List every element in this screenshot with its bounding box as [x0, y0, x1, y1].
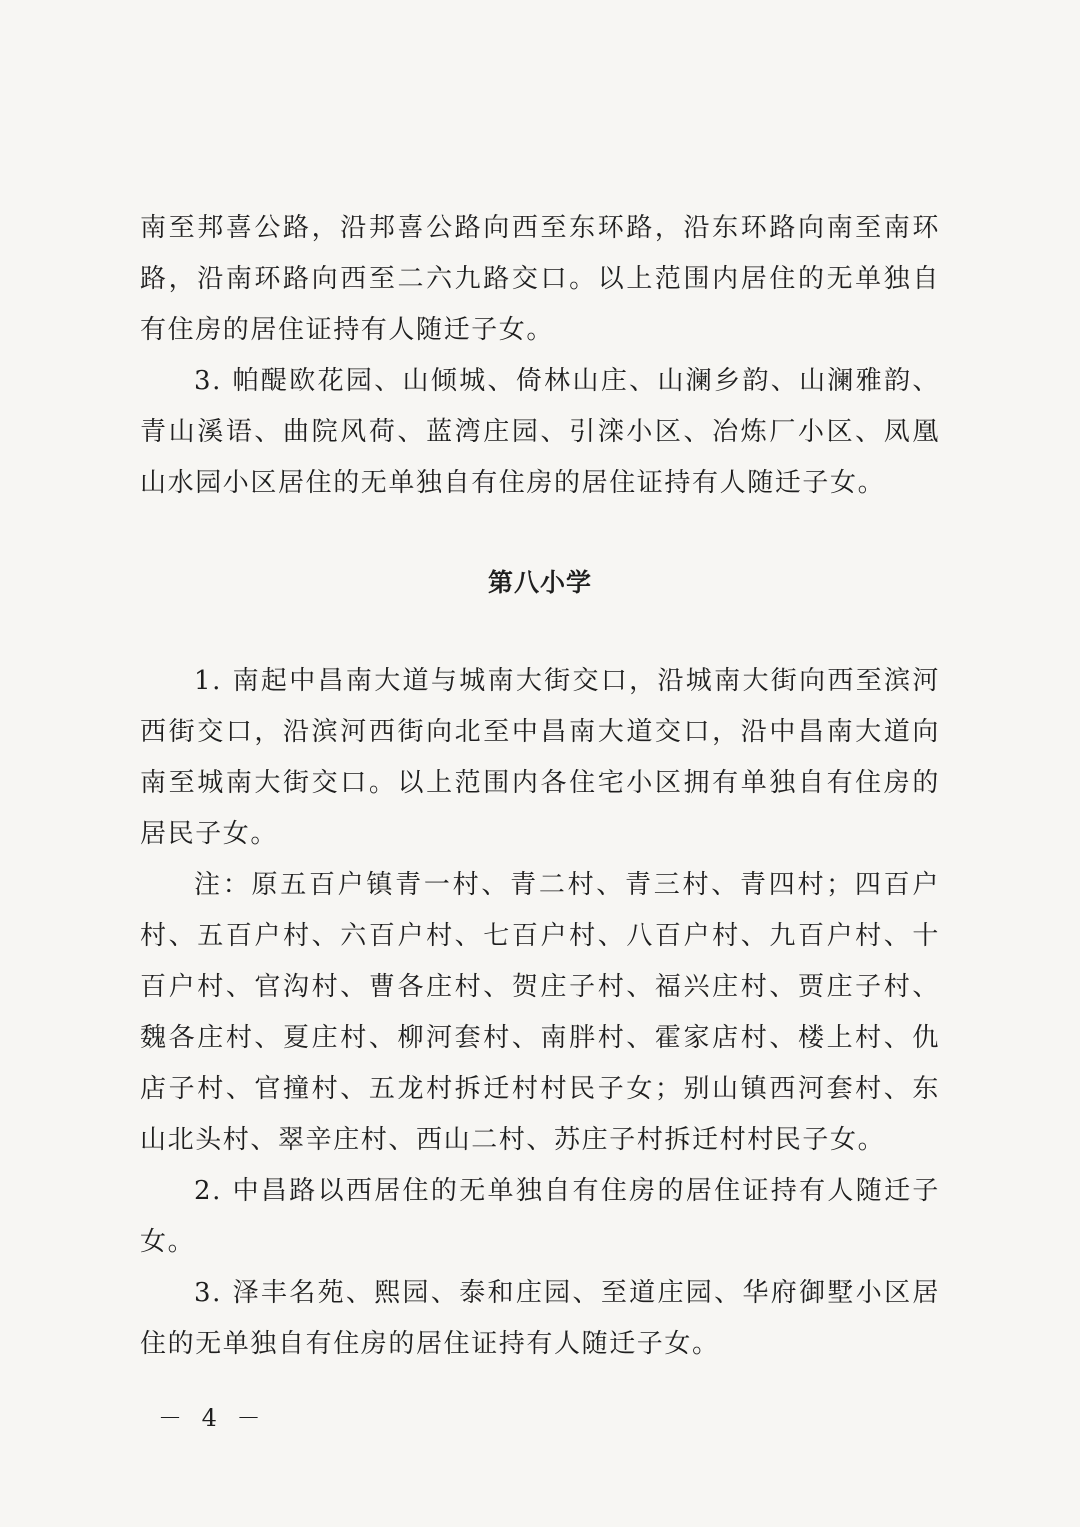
- section-title: 第八小学: [487, 568, 592, 597]
- paragraph-item-3b: 3. 泽丰名苑、熙园、泰和庄园、至道庄园、华府御墅小区居住的无单独自有住房的居住证持有人随迁子女。: [140, 1278, 940, 1359]
- paragraph-continuation: 南至邦喜公路，沿邦喜公路向西至东环路，沿东环路向南至南环路，沿南环路向西至二六九路交口。以上范围内居住的无单独自有住房的居住证持有人随迁子女。: [140, 213, 940, 345]
- paragraph-item-1: 1. 南起中昌南大道与城南大街交口，沿城南大街向西至滨河西街交口，沿滨河西街向北至中昌南大道交口，沿中昌南大道向南至城南大街交口。以上范围内各住宅小区拥有单独自有住房的居民子女。: [140, 666, 940, 849]
- paragraph-item-3: 3. 帕醍欧花园、山倾城、倚林山庄、山澜乡韵、山澜雅韵、青山溪语、曲院风荷、蓝湾庄园、引滦小区、冶炼厂小区、凤凰山水园小区居住的无单独自有住房的居住证持有人随迁子女。: [140, 366, 940, 498]
- document-body: [140, 203, 940, 1370]
- paragraph-item-2: 2. 中昌路以西居住的无单独自有住房的居住证持有人随迁子女。: [140, 1176, 940, 1257]
- paragraph-note: 注：原五百户镇青一村、青二村、青三村、青四村；四百户村、五百户村、六百户村、七百户村、八百户村、九百户村、十百户村、官沟村、曹各庄村、贺庄子村、福兴庄村、贾庄子村、魏各庄村、夏庄村、柳河套村、南胖村、霍家店村、楼上村、仇店子村、官撞村、五龙村拆迁村村民子女；别山镇西河套村、东山北头村、翠辛庄村、西山二村、苏庄子村拆迁村村民子女。: [140, 870, 940, 1155]
- page-number: － 4 －: [158, 1404, 267, 1432]
